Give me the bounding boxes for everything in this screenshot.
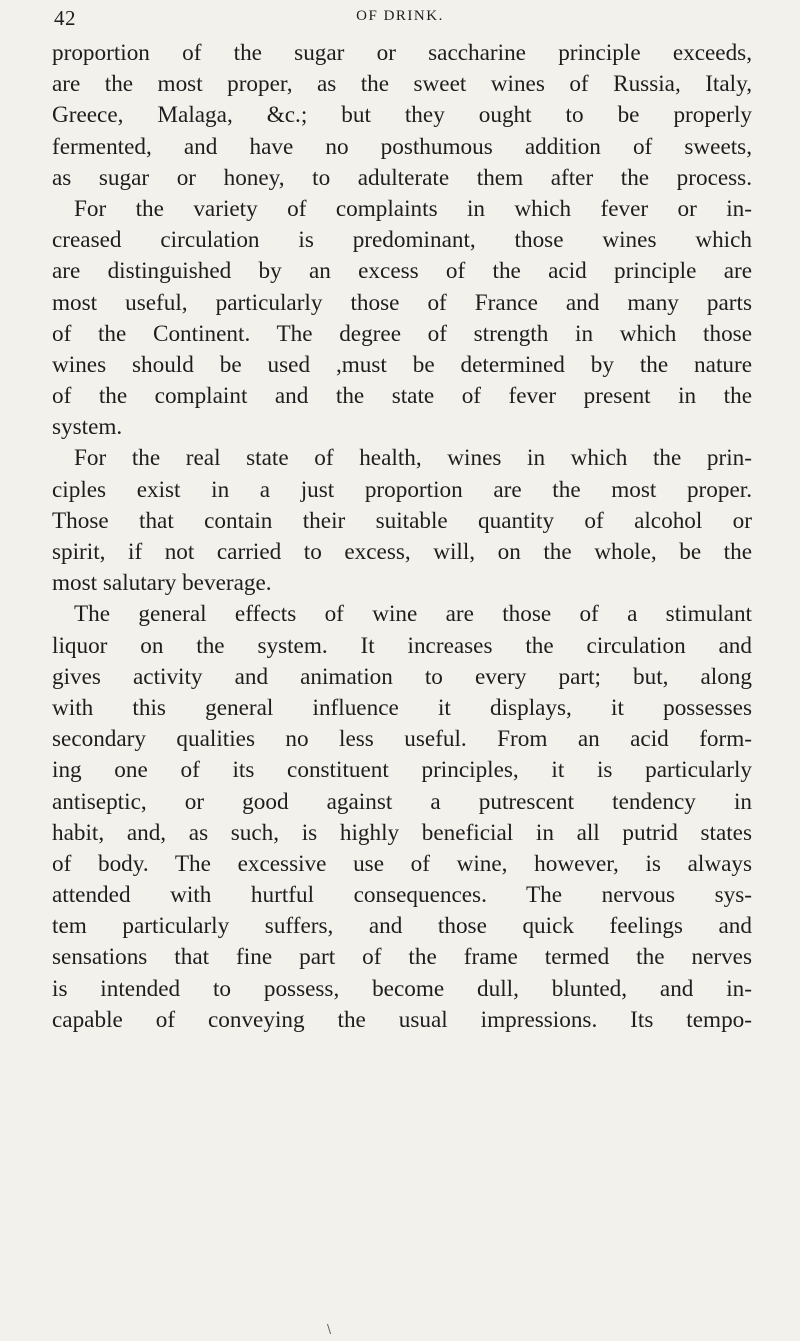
- body-text: [52, 38, 752, 1036]
- text-line: Greece, Malaga, &c.; but they ought to be properly: [52, 102, 752, 129]
- text-line: capable of conveying the usual impressions. Its tempo-: [52, 1006, 752, 1033]
- text-line: wines should be used ,must be determined by the nature: [52, 351, 752, 378]
- text-line: most useful, particularly those of France and many parts: [52, 289, 752, 316]
- text-line: of body. The excessive use of wine, however, is always: [52, 850, 752, 877]
- text-line: is intended to possess, become dull, blunted, and in-: [52, 975, 752, 1002]
- text-line: Those that contain their suitable quantity of alcohol or: [52, 507, 752, 534]
- text-line: as sugar or honey, to adulterate them after the process.: [52, 164, 752, 191]
- text-line: creased circulation is predominant, those wines which: [52, 227, 752, 254]
- text-line: tem particularly suffers, and those quick feelings and: [52, 913, 752, 940]
- text-line: system.: [52, 414, 123, 441]
- text-line: gives activity and animation to every part; but, along: [52, 663, 752, 690]
- text-line: sensations that fine part of the frame termed the nerves: [52, 944, 752, 971]
- text-line: habit, and, as such, is highly beneficial in all putrid states: [52, 819, 752, 846]
- text-line: ing one of its constituent principles, it is particularly: [52, 757, 752, 784]
- text-line: proportion of the sugar or saccharine principle exceeds,: [52, 40, 752, 66]
- text-line: secondary qualities no less useful. From an acid form-: [52, 726, 752, 753]
- text-line: of the Continent. The degree of strength in which those: [52, 320, 752, 347]
- running-title: OF DRINK.: [356, 8, 444, 24]
- text-line: For the variety of complaints in which fever or in-: [74, 195, 752, 222]
- text-line: The general effects of wine are those of a stimulant: [74, 601, 752, 628]
- stray-print-mark: \: [327, 1322, 332, 1336]
- text-line: most salutary beverage.: [52, 570, 272, 597]
- page-number: 42: [54, 6, 76, 30]
- text-line: of the complaint and the state of fever present in the: [52, 383, 752, 410]
- text-line: are the most proper, as the sweet wines of Russia, Italy,: [52, 71, 752, 98]
- text-line: spirit, if not carried to excess, will, on the whole, be the: [52, 539, 752, 565]
- text-line: with this general influence it displays, it possesses: [52, 694, 752, 721]
- text-line: For the real state of health, wines in which the prin-: [74, 445, 752, 472]
- text-line: fermented, and have no posthumous addition of sweets,: [52, 133, 752, 160]
- text-line: antiseptic, or good against a putrescent tendency in: [52, 788, 752, 815]
- text-line: liquor on the system. It increases the circulation and: [52, 632, 752, 659]
- text-line: are distinguished by an excess of the acid principle are: [52, 258, 752, 285]
- text-line: ciples exist in a just proportion are the most proper.: [52, 476, 752, 503]
- text-line: attended with hurtful consequences. The nervous sys-: [52, 882, 752, 909]
- running-head: [40, 6, 760, 34]
